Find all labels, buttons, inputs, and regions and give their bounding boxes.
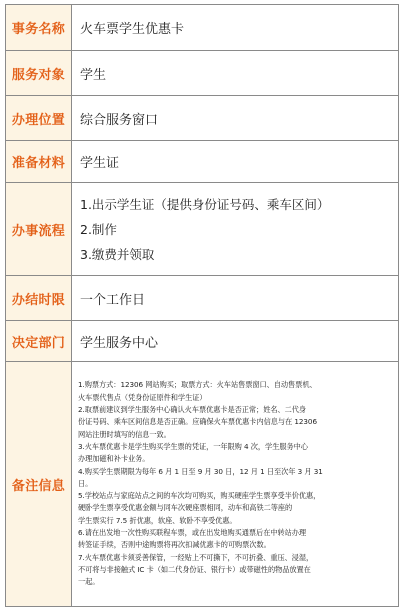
process-step: 2.制作 [80, 221, 117, 237]
table-row [6, 51, 399, 96]
note-line: 2.取票前建议到学生服务中心确认火车票优惠卡是否正常；姓名、二代身 [78, 405, 307, 415]
note-line: 7.火车票优惠卡须妥善保管，一经贴上不可撕下，不可折叠、重压、浸湿， [78, 552, 314, 562]
note-line: 3.火车票优惠卡是学生购买学生票的凭证，一年限购 4 次，学生服务中心 [78, 441, 308, 451]
row-key-label: 备注信息 [11, 478, 66, 494]
service-info-table [5, 4, 399, 607]
process-steps-cell [72, 183, 399, 276]
note-line: 火车票代售点（凭身份证原件和学生证） [78, 392, 207, 402]
table-row [6, 362, 399, 607]
row-value-cell: 学生证 [72, 141, 399, 183]
row-value-cell: 火车票学生优惠卡 [72, 5, 399, 51]
row-key-label: 办事流程 [11, 223, 66, 239]
row-key-cell [6, 362, 72, 607]
row-key-label: 准备材料 [11, 156, 66, 171]
row-key-label: 决定部门 [11, 335, 66, 351]
note-line: 办理加磁和补卡业务。 [78, 454, 150, 464]
note-line: 不可将与非接触式 IC 卡（如二代身份证、银行卡）或带磁性的物品放置在 [78, 564, 311, 574]
note-line: 学生票实行 7.5 折优惠，软座、软卧不享受优惠。 [78, 515, 237, 525]
note-line: 1.购票方式：12306 网站购买；取票方式：火车站售票窗口、自动售票机、 [78, 380, 317, 390]
table-row [6, 141, 399, 183]
table-row [6, 321, 399, 362]
notes-cell [72, 362, 399, 607]
row-key-label: 办结时限 [11, 292, 66, 308]
row-key-label: 服务对象 [11, 67, 66, 83]
note-line: 一起。 [78, 577, 100, 587]
table-row [6, 276, 399, 321]
row-key-cell [6, 183, 72, 276]
note-line: 5.学校站点与家庭站点之间的车次均可购买，购买硬座学生票享受半价优惠， [78, 491, 321, 501]
note-line: 份证号码、乘车区间信息是否正确。应确保火车票优惠卡内信息与在 12306 [78, 417, 317, 427]
process-step: 3.缴费并领取 [80, 246, 155, 262]
row-key-label: 事务名称 [11, 22, 66, 37]
row-value-cell: 学生 [72, 51, 399, 96]
note-line: 6.请在出发地一次性购买联程车票，或在出发地购买通票后在中转站办理 [78, 528, 307, 538]
process-step: 1.出示学生证（提供身份证号码、乘车区间） [80, 196, 330, 212]
row-key-cell [6, 141, 72, 183]
row-value-cell: 学生服务中心 [72, 321, 399, 362]
row-key-cell [6, 96, 72, 141]
table-row [6, 5, 399, 51]
note-line: 硬卧学生票享受优惠金额与同车次硬座票相同，动车和高铁二等座的 [78, 503, 293, 513]
row-key-cell [6, 276, 72, 321]
note-line: 转签证手续，否则中途购票将再次扣减优惠卡的可购票次数。 [78, 540, 271, 550]
note-line: 4.购买学生票期限为每年 6 月 1 日至 9 月 30 日，12 月 1 日至次年 3 月 31 [78, 466, 323, 476]
row-key-cell [6, 321, 72, 362]
note-line: 日。 [78, 478, 93, 488]
row-value-cell: 一个工作日 [72, 276, 399, 321]
row-value-cell: 综合服务窗口 [72, 96, 399, 141]
table-row [6, 96, 399, 141]
row-key-label: 办理位置 [11, 112, 66, 128]
note-line: 网站注册时填写的信息一致。 [78, 429, 171, 439]
row-key-cell [6, 51, 72, 96]
table-row [6, 183, 399, 276]
row-key-cell [6, 5, 72, 51]
